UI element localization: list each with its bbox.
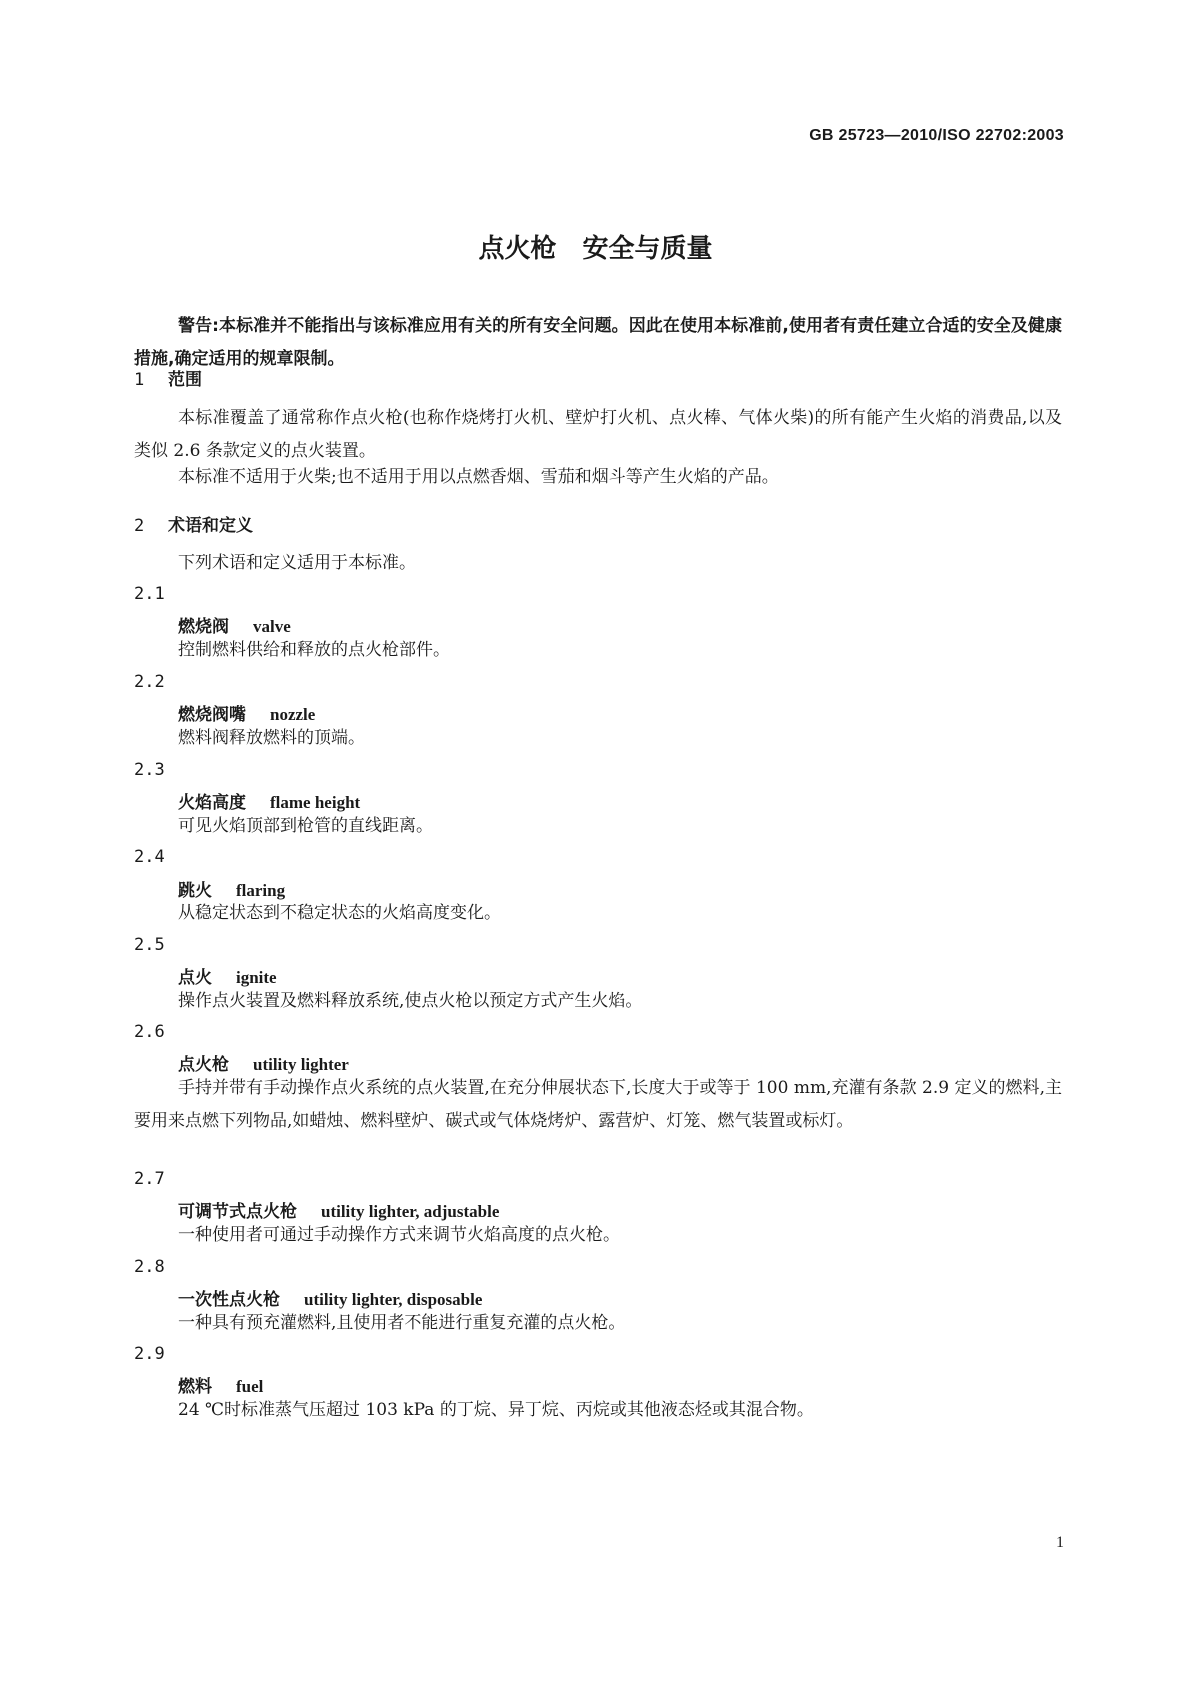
clause-number: 2.3 <box>134 760 165 780</box>
term-definition: 24 ℃时标准蒸气压超过 103 kPa 的丁烷、异丁烷、丙烷或其他液态烃或其混合物。 <box>178 1400 814 1420</box>
clause-number: 2.4 <box>134 847 165 867</box>
clause-number: 2.5 <box>134 935 165 955</box>
term-definition: 从稳定状态到不稳定状态的火焰高度变化。 <box>178 903 501 923</box>
term-cn: 燃烧阀 <box>178 617 229 637</box>
term-en: valve <box>253 617 291 636</box>
clause-number: 2.1 <box>134 584 165 604</box>
term-cn: 可调节式点火枪 <box>178 1202 297 1222</box>
term-definition: 操作点火装置及燃料释放系统,使点火枪以预定方式产生火焰。 <box>178 991 643 1011</box>
term-cn: 燃烧阀嘴 <box>178 705 246 725</box>
scope-paragraph: 本标准覆盖了通常称作点火枪(也称作烧烤打火机、壁炉打火机、点火棒、气体火柴)的所有能产生火焰的消费品,以及类似 2.6 条款定义的点火装置。 <box>134 408 1062 461</box>
term-en: ignite <box>236 968 277 987</box>
term-definition: 控制燃料供给和释放的点火枪部件。 <box>178 640 450 660</box>
scope-paragraph: 本标准不适用于火柴;也不适用于用以点燃香烟、雪茄和烟斗等产生火焰的产品。 <box>178 467 779 487</box>
terms-intro: 下列术语和定义适用于本标准。 <box>178 553 416 573</box>
term-cn: 一次性点火枪 <box>178 1290 280 1310</box>
term-en: nozzle <box>270 705 316 724</box>
warning-paragraph: 警告:本标准并不能指出与该标准应用有关的所有安全问题。因此在使用本标准前,使用者有责任建立合适的安全及健康措施,确定适用的规章限制。 <box>134 316 1062 369</box>
section-number: 2 <box>134 516 145 536</box>
term-definition: 手持并带有手动操作点火系统的点火装置,在充分伸展状态下,长度大于或等于 100 mm,充灌有条款 2.9 定义的燃料,主要用来点燃下列物品,如蜡烛、燃料壁炉、碳式或气体烧烤炉、露营炉、灯笼、燃气装置或标灯。 <box>134 1078 1062 1131</box>
term-cn: 火焰高度 <box>178 793 246 813</box>
term-definition: 一种使用者可通过手动操作方式来调节火焰高度的点火枪。 <box>178 1225 620 1245</box>
term-cn: 跳火 <box>178 881 212 901</box>
term-cn: 点火枪 <box>178 1055 229 1075</box>
term-cn: 点火 <box>178 968 212 988</box>
term-definition: 燃料阀释放燃料的顶端。 <box>178 728 365 748</box>
section-heading-scope <box>134 365 202 390</box>
clause-number: 2.2 <box>134 672 165 692</box>
section-title: 术语和定义 <box>168 516 253 536</box>
term-en: utility lighter, adjustable <box>321 1202 500 1221</box>
clause-number: 2.7 <box>134 1169 165 1189</box>
document-title: 点火枪 安全与质量 <box>478 234 713 264</box>
term-en: flaring <box>236 881 286 900</box>
term-en: utility lighter, disposable <box>304 1290 483 1309</box>
clause-number: 2.8 <box>134 1257 165 1277</box>
page-number: 1 <box>1056 1534 1064 1551</box>
standard-code: GB 25723—2010/ISO 22702:2003 <box>809 127 1064 144</box>
section-title: 范围 <box>168 370 202 390</box>
term-definition: 一种具有预充灌燃料,且使用者不能进行重复充灌的点火枪。 <box>178 1313 626 1333</box>
section-number: 1 <box>134 370 145 390</box>
term-en: flame height <box>270 793 361 812</box>
section-heading-terms <box>134 511 253 536</box>
term-definition: 可见火焰顶部到枪管的直线距离。 <box>178 816 433 836</box>
term-en: utility lighter <box>253 1055 349 1074</box>
clause-number: 2.6 <box>134 1022 165 1042</box>
clause-number: 2.9 <box>134 1344 165 1364</box>
term-en: fuel <box>236 1377 264 1396</box>
term-cn: 燃料 <box>178 1377 212 1397</box>
